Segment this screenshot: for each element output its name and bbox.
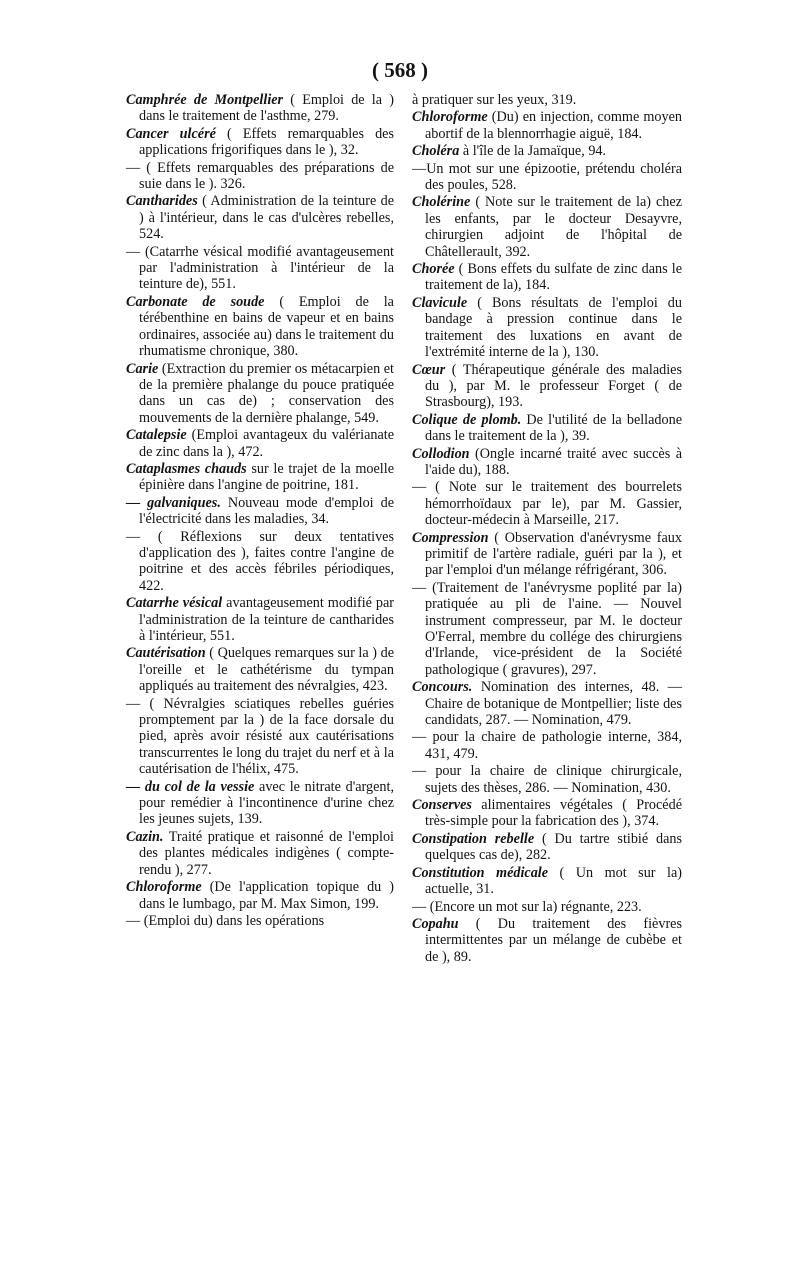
index-entry-text: — (Emploi du) dans les opérations [126, 912, 325, 929]
index-entry-text: (Emploi avantageux du valérianate de zinc dans la ), 472. [139, 427, 394, 460]
index-entry [412, 865, 682, 898]
index-entry [412, 362, 682, 411]
index-entry [126, 361, 394, 427]
index-term: Carie [126, 360, 159, 377]
index-term: Chloroforme [412, 109, 488, 126]
index-entry-text: (De l'application topique du ) dans le lumbago, par M. Max Simon, 199. [139, 879, 394, 912]
index-term: Chorée [412, 261, 455, 278]
index-entry [126, 645, 394, 694]
index-entry-text: — (Encore un mot sur la) régnante, 223. [412, 898, 642, 915]
index-entry [126, 829, 394, 878]
index-entry-text: ( Emploi de la ) dans le traitement de l'asthme, 279. [139, 92, 394, 125]
index-entry [412, 899, 682, 915]
index-entry [412, 763, 682, 796]
index-term: Copahu [412, 915, 459, 932]
index-entry-text: ( Effets remarquables des applications frigorifiques dans le ), 32. [139, 125, 394, 159]
index-entry-text: Traité pratique et raisonné de l'emploi des plantes médicales indigènes ( compte-rendu ), 277. [139, 828, 394, 878]
index-entry [412, 143, 682, 159]
index-entry [126, 427, 394, 460]
index-entry [412, 729, 682, 762]
index-entry-text: — (Traitement de l'anévrysme poplité par la) pratiquée au pli de l'aine. — Nouvel instrument compresseur, par M. le docteur O'Ferral, membre du collége des chirurgiens d'Irlande, vice-président de la Société pathologique ( gravures), 297. [412, 579, 682, 678]
index-entry-text: sur le trajet de la moelle épinière dans l'angine de poitrine, 181. [139, 460, 394, 494]
index-term: Clavicule [412, 294, 468, 311]
index-entry-text: ( Du tartre stibié dans quelques cas de), 282. [425, 830, 682, 864]
index-entry [126, 696, 394, 778]
index-entry-text: ( Bons résultats de l'emploi du bandage à pression continue dans le traitement des luxations en avant de l'extrémité interne de la ), 130. [425, 294, 682, 361]
index-entry [126, 126, 394, 159]
index-entry [126, 529, 394, 595]
index-entry-text: (Du) en injection, comme moyen abortif de la blennorrhagie aiguë, 184. [425, 109, 682, 142]
index-term: Cœur [412, 361, 446, 378]
index-entry-text: (Extraction du premier os métacarpien et de la première phalange du pouce pratiquée dans un cas de) ; conservation des mouvements de la dernière phalange, 549. [139, 360, 394, 426]
index-entry [412, 412, 682, 445]
index-entry [412, 109, 682, 142]
index-entry [126, 913, 394, 929]
index-entry [126, 193, 394, 242]
index-entry [126, 294, 394, 360]
index-entry [126, 92, 394, 125]
index-entry [412, 580, 682, 678]
index-entry-text: ( Observation d'anévrysme faux primitif de l'artère radiale, guéri par la ), et par l'emploi d'un mélange réfrigérant, 306. [425, 529, 682, 579]
index-entry-text: De l'utilité de la belladone dans le traitement de la ), 39. [425, 411, 682, 445]
page-number: ( 568 ) [372, 58, 428, 82]
index-entry-text: — ( Névralgies sciatiques rebelles guéries promptement par la ) de la face dorsale du pied, après avoir résisté aux cautérisations transcurrentes le long du trajet du nerf et à la cautérisation de l'hélix, 475. [126, 695, 394, 778]
index-term: — du col de la vessie [126, 778, 255, 795]
index-entry-text: avantageusement modifié par l'administration de la teinture de cantharides à l'intérieur, 551. [139, 595, 395, 644]
index-entry [412, 261, 682, 294]
index-entry [126, 244, 394, 293]
index-entry-text: —Un mot sur une épizootie, prétendu choléra des poules, 528. [412, 160, 682, 194]
index-entry [412, 446, 682, 479]
index-entry-text: ( Note sur le traitement de la) chez les enfants, par le docteur Desayvre, chirurgien adjoint de l'hôpital de Châtellerault, 392. [425, 194, 682, 260]
index-term: Carbonate de soude [126, 293, 265, 310]
index-entry-text: (Ongle incarné traité avec succès à l'aide du), 188. [425, 445, 682, 478]
index-entry-text: ( Quelques remarques sur la ) de l'oreille et le cathétérisme du tympan appliqués au traitement des névralgies, 423. [139, 645, 394, 695]
left-column [126, 92, 394, 930]
index-entry [412, 679, 682, 728]
index-term: Compression [412, 529, 489, 546]
index-entry [412, 295, 682, 361]
index-entry-text: ( Emploi de la térébenthine en bains de vapeur et en bains ordinaires, associée au) dans le traitement du rhumatisme chronique, 380. [139, 293, 394, 360]
index-entry-text: — pour la chaire de clinique chirurgicale, sujets des thèses, 286. — Nomination, 430. [412, 763, 682, 796]
index-term: Cazin. [126, 828, 164, 845]
index-term: Cantharides [126, 193, 198, 210]
index-entry-text: à l'île de la Jamaïque, 94. [459, 143, 607, 160]
index-entry [412, 194, 682, 260]
index-term: Camphrée de Montpellier [126, 92, 284, 108]
right-column [412, 92, 682, 966]
index-term: Cholérine [412, 194, 471, 211]
index-entry-text: — ( Note sur le traitement des bourrelets hémorrhoïdaux par le), par M. Gassier, docteur-médecin à Marseille, 217. [412, 479, 682, 529]
index-entry [126, 595, 394, 644]
index-term: Cataplasmes chauds [126, 460, 247, 477]
index-entry-text: ( Un mot sur la) actuelle, 31. [425, 864, 682, 898]
index-entry [412, 916, 682, 965]
index-term: Constipation rebelle [412, 830, 535, 847]
index-entry-text: — ( Effets remarquables des préparations de suie dans le ). 326. [126, 159, 394, 193]
index-entry [126, 495, 394, 528]
index-entry-text: ( Du traitement des fièvres intermittentes par un mélange de cubèbe et de ), 89. [425, 915, 682, 965]
index-entry-text: — (Catarrhe vésical modifié avantageusement par l'administration à l'intérieur de la teinture de), 551. [126, 243, 394, 293]
index-term: — galvaniques. [126, 494, 221, 511]
index-entry-text: à pratiquer sur les yeux, 319. [412, 92, 577, 108]
index-term: Catalepsie [126, 427, 187, 444]
index-entry-text: Nouveau mode d'emploi de l'électricité dans les maladies, 34. [139, 494, 394, 528]
index-term: Cancer ulcéré [126, 125, 216, 142]
index-entry [412, 92, 682, 108]
index-term: Collodion [412, 445, 470, 462]
index-term: Choléra [412, 143, 460, 160]
index-term: Concours. [412, 679, 473, 696]
index-entry-text: ( Administration de la teinture de ) à l'intérieur, dans le cas d'ulcères rebelles, 524. [139, 193, 394, 243]
index-term: Chloroforme [126, 879, 202, 896]
index-entry [412, 530, 682, 579]
index-term: Constitution médicale [412, 864, 549, 881]
index-entry [126, 160, 394, 193]
index-entry-text: avec le nitrate d'argent, pour remédier à l'incontinence d'urine chez les jeunes sujets, 139. [139, 778, 394, 828]
index-entry-text: — ( Réflexions sur deux tentatives d'application des ), faites contre l'angine de poitrine et des accès fébriles périodiques, 422. [126, 528, 394, 594]
index-entry [126, 879, 394, 912]
index-entry [126, 461, 394, 494]
index-entry-text: Nomination des internes, 48. — Chaire de botanique de Montpellier; liste des candidats, 287. — Nomination, 479. [425, 679, 682, 729]
index-entry-text: alimentaires végétales ( Procédé très-simple pour la fabrication des ), 374. [425, 797, 682, 830]
index-term: Conserves [412, 797, 472, 814]
index-term: Cautérisation [126, 645, 206, 662]
index-entry [412, 797, 682, 830]
index-entry [126, 779, 394, 828]
index-entry-text: — pour la chaire de pathologie interne, 384, 431, 479. [412, 729, 682, 762]
index-entry-text: ( Thérapeutique générale des maladies du ), par M. le professeur Forget ( de Strasbourg), 193. [425, 361, 682, 411]
index-term: Catarrhe vésical [126, 595, 223, 612]
index-term: Colique de plomb. [412, 411, 522, 428]
index-entry-text: ( Bons effets du sulfate de zinc dans le traitement de la), 184. [425, 261, 682, 294]
index-entry [412, 161, 682, 194]
index-entry [412, 479, 682, 528]
index-entry [412, 831, 682, 864]
